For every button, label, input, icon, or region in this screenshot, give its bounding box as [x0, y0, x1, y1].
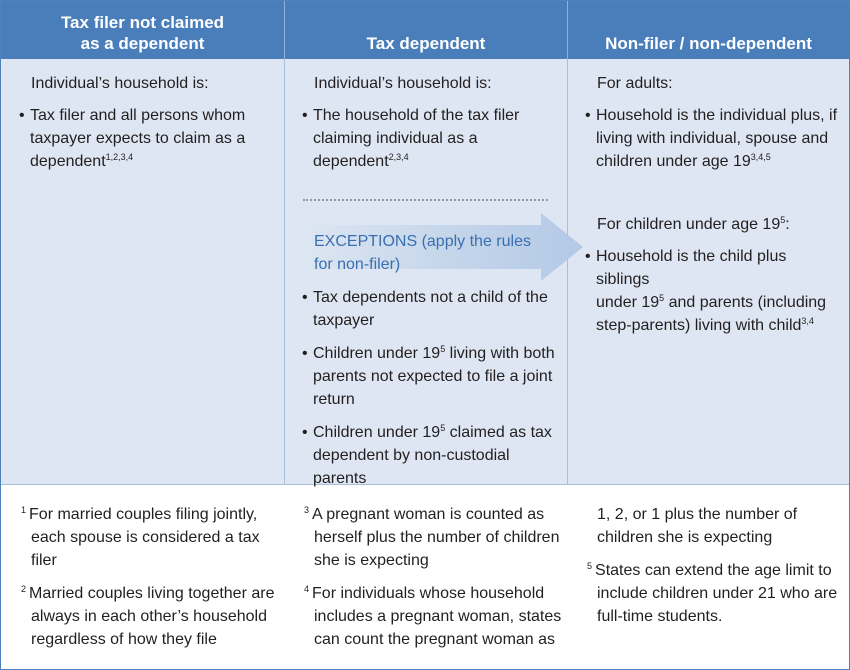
exception-item	[302, 421, 562, 490]
footnotes-col2	[304, 503, 562, 651]
footnote-4	[304, 582, 562, 651]
footnote-3	[304, 503, 562, 572]
children-line2a: under 19	[596, 294, 660, 311]
children-sup: 3,4	[801, 316, 814, 326]
exception1-line2: taxpayer	[313, 312, 375, 329]
children-bullet	[585, 245, 842, 337]
children-line2-sup: 5	[659, 293, 665, 303]
footnote-5	[587, 559, 842, 628]
header-non-filer-label: Non-filer / non-dependent	[605, 34, 812, 53]
footnote2-number: 2	[21, 584, 27, 594]
exception2-line3: return	[313, 391, 355, 408]
footnote3-line2: herself plus the number of children	[314, 529, 560, 546]
children-label: For children under age 19	[597, 216, 781, 233]
exception2-line1a: Children under 19	[313, 345, 441, 362]
col-tax-dependent	[314, 72, 559, 173]
footnotes-col3	[587, 503, 842, 628]
footnote5-line2: include children under 21 who are	[597, 585, 838, 602]
col2-bullet-line1: • The household of the tax filer	[313, 107, 520, 124]
adults-line1: • Household is the individual plus, if	[596, 107, 838, 124]
footnote3-number: 3	[304, 505, 310, 515]
footnote-2	[21, 582, 279, 651]
exception3-line2: dependent by non-custodial parents	[313, 447, 510, 487]
footnote4-number: 4	[304, 584, 310, 594]
footnote1-number: 1	[21, 505, 27, 515]
footnote2-line1: Married couples living together are	[29, 585, 275, 602]
col2-intro: Individual’s household is:	[314, 75, 492, 92]
exception3-line1a: Children under 19	[313, 424, 441, 441]
dotted-divider	[303, 199, 548, 201]
col1-intro: Individual’s household is:	[31, 75, 209, 92]
exception1-line1: • Tax dependents not a child of the	[313, 289, 548, 306]
header-non-filer	[568, 1, 849, 59]
footnote3-line3: she is expecting	[314, 552, 429, 569]
exceptions-line2: for non-filer)	[314, 256, 401, 273]
col2-bullet	[302, 104, 559, 173]
footnote4-cont-line2: children she is expecting	[597, 529, 773, 546]
adults-sup: 3,4,5	[750, 152, 771, 162]
col-tax-filer	[31, 72, 276, 173]
exception-item	[302, 286, 562, 332]
exceptions-label	[314, 230, 544, 276]
header-tax-dependent-label: Tax dependent	[366, 34, 486, 53]
exceptions-list	[302, 286, 562, 490]
col1-bullet-sup: 1,2,3,4	[105, 152, 134, 162]
children-line1: • Household is the child plus siblings	[596, 248, 787, 288]
header-tax-filer-line2: as a dependent	[80, 34, 205, 53]
exception3-line1b: claimed as tax	[445, 424, 552, 441]
footnote5-line3: full-time students.	[597, 608, 723, 625]
header-tax-dependent	[285, 1, 567, 59]
children-label-end: :	[785, 216, 790, 233]
exception2-line1b: living with both	[445, 345, 555, 362]
footnotes-col1	[21, 503, 279, 651]
children-line3: step-parents) living with child	[596, 317, 802, 334]
col1-bullet-line2: taxpayer expects to claim as a	[30, 130, 246, 147]
col2-bullet-sup: 2,3,4	[388, 152, 409, 162]
footnote5-number: 5	[587, 561, 593, 571]
footnote5-line1: States can extend the age limit to	[595, 562, 832, 579]
col1-bullet-line1: • Tax filer and all persons whom	[30, 107, 246, 124]
footnote4-line1: For individuals whose household	[312, 585, 545, 602]
exceptions-line1: EXCEPTIONS (apply the rules	[314, 233, 531, 250]
header-tax-filer	[1, 1, 284, 59]
adults-bullet	[585, 104, 842, 173]
col2-bullet-line2: claiming individual as a	[313, 130, 478, 147]
footnote2-line2: always in each other’s household	[31, 608, 268, 625]
col-non-filer	[597, 72, 842, 173]
exception2-sup: 5	[440, 344, 446, 354]
exception-item	[302, 342, 562, 411]
adults-label: For adults:	[597, 75, 673, 92]
adults-line3: children under age 19	[596, 153, 751, 170]
footnote3-line1: A pregnant woman is counted as	[312, 506, 545, 523]
footnote-4-continued	[597, 503, 842, 549]
children-line2b: and parents (including	[664, 294, 827, 311]
exception3-sup: 5	[440, 423, 446, 433]
footnote2-line3: regardless of how they file	[31, 631, 217, 648]
footnote4-line2: includes a pregnant woman, states	[314, 608, 562, 625]
column-divider	[284, 59, 285, 484]
col1-bullet-line3: dependent	[30, 153, 106, 170]
exception2-line2: parents not expected to file a joint	[313, 368, 553, 385]
col1-bullet	[19, 104, 276, 173]
footnote-1	[21, 503, 279, 572]
footnote1-line1: For married couples filing jointly,	[29, 506, 258, 523]
children-label-sup: 5	[780, 215, 786, 225]
col2-bullet-line3: dependent	[313, 153, 389, 170]
footnote4-cont-line1: 1, 2, or 1 plus the number of	[597, 506, 798, 523]
footnote4-line3: can count the pregnant woman as	[314, 631, 556, 648]
header-tax-filer-line1: Tax filer not claimed	[60, 13, 225, 32]
children-section	[597, 213, 842, 337]
footnote1-line2: each spouse is considered a tax filer	[31, 529, 260, 569]
adults-line2: living with individual, spouse and	[596, 130, 829, 147]
